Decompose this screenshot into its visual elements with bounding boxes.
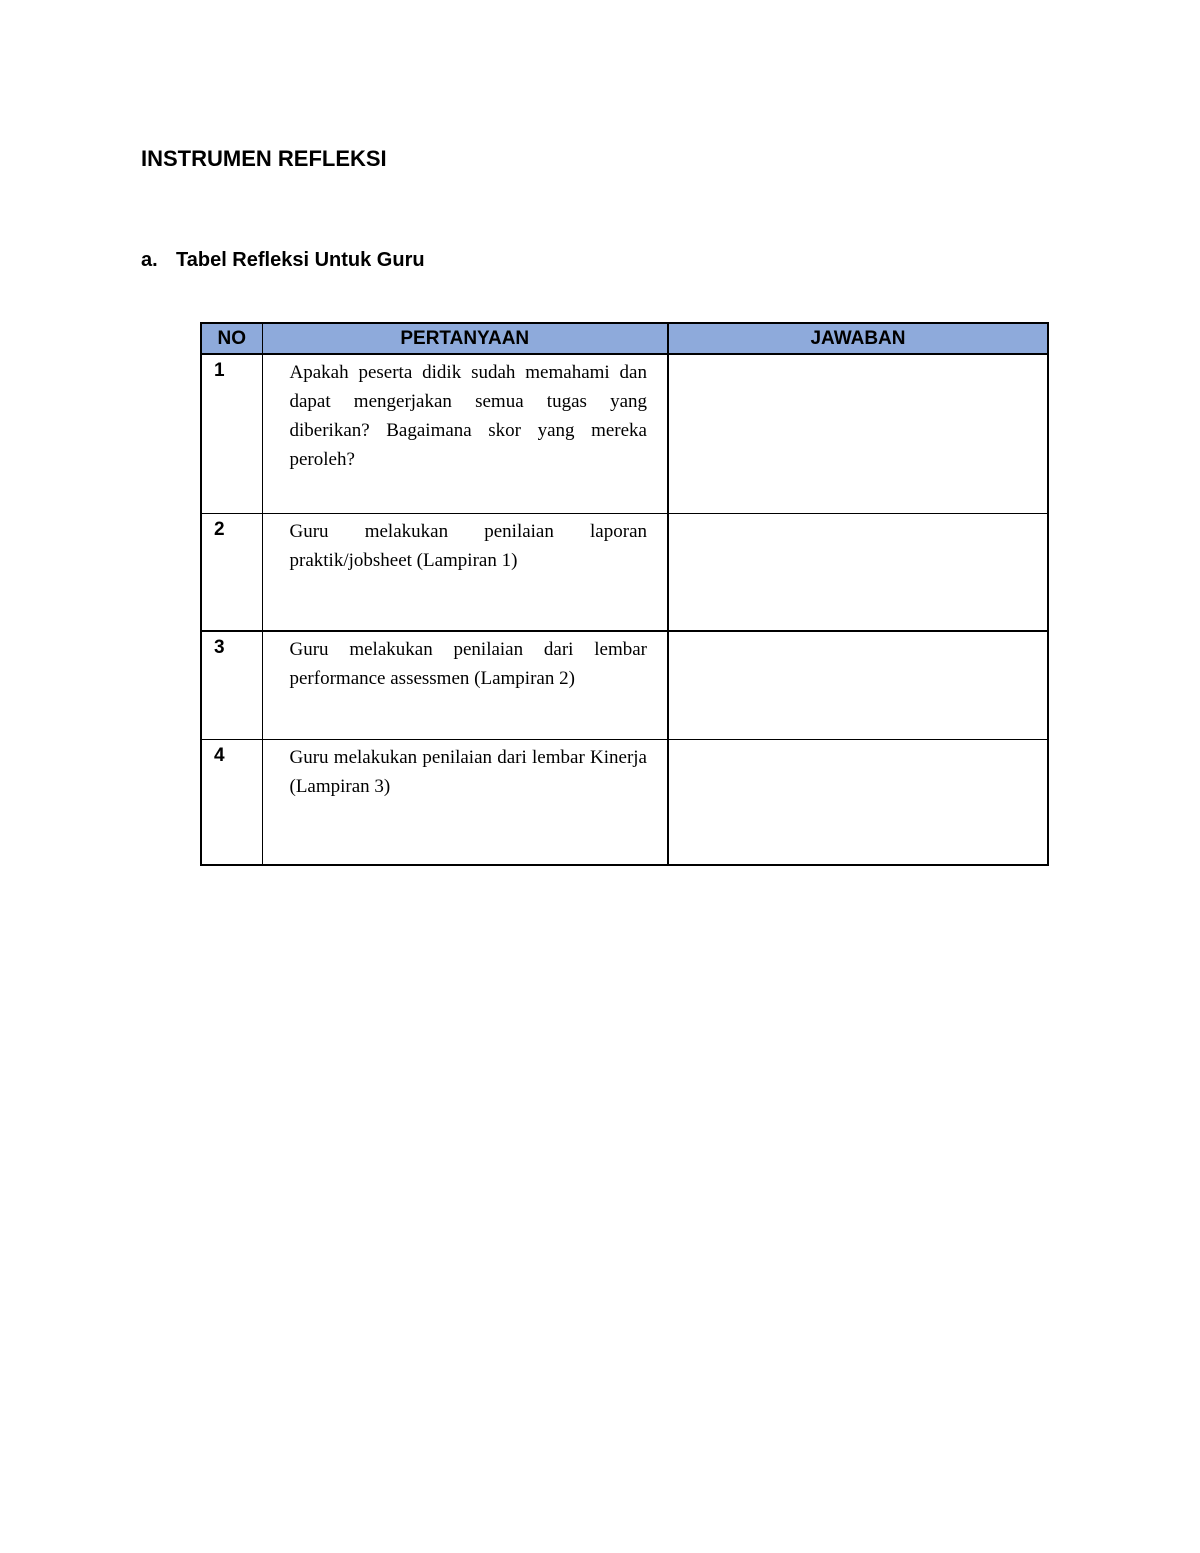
question-cell: Apakah peserta didik sudah memahami dan dapat mengerjakan semua tugas yang diberikan? Bagaimana skor yang mereka peroleh? [262, 354, 668, 514]
reflection-table [200, 322, 1049, 866]
row-number: 2 [201, 514, 262, 632]
question-cell: Guru melakukan penilaian dari lembar Kinerja (Lampiran 3) [262, 740, 668, 866]
row-number: 1 [201, 354, 262, 514]
section-heading-text: Tabel Refleksi Untuk Guru [176, 249, 425, 271]
column-header-question: PERTANYAAN [262, 323, 668, 354]
question-cell: Guru melakukan penilaian laporan praktik/jobsheet (Lampiran 1) [262, 514, 668, 632]
question-cell: Guru melakukan penilaian dari lembar performance assessmen (Lampiran 2) [262, 631, 668, 740]
row-number: 4 [201, 740, 262, 866]
table-row [201, 740, 1048, 866]
answer-cell[interactable] [668, 514, 1048, 632]
answer-cell[interactable] [668, 631, 1048, 740]
answer-cell[interactable] [668, 740, 1048, 866]
column-header-answer: JAWABAN [668, 323, 1048, 354]
section-marker: a. [141, 249, 158, 271]
table-row [201, 354, 1048, 514]
table-row [201, 514, 1048, 632]
column-header-no: NO [201, 323, 262, 354]
row-number: 3 [201, 631, 262, 740]
table-header-row [201, 323, 1048, 354]
document-title: INSTRUMEN REFLEKSI [141, 146, 387, 171]
section-heading [141, 249, 425, 272]
answer-cell[interactable] [668, 354, 1048, 514]
table-row [201, 631, 1048, 740]
